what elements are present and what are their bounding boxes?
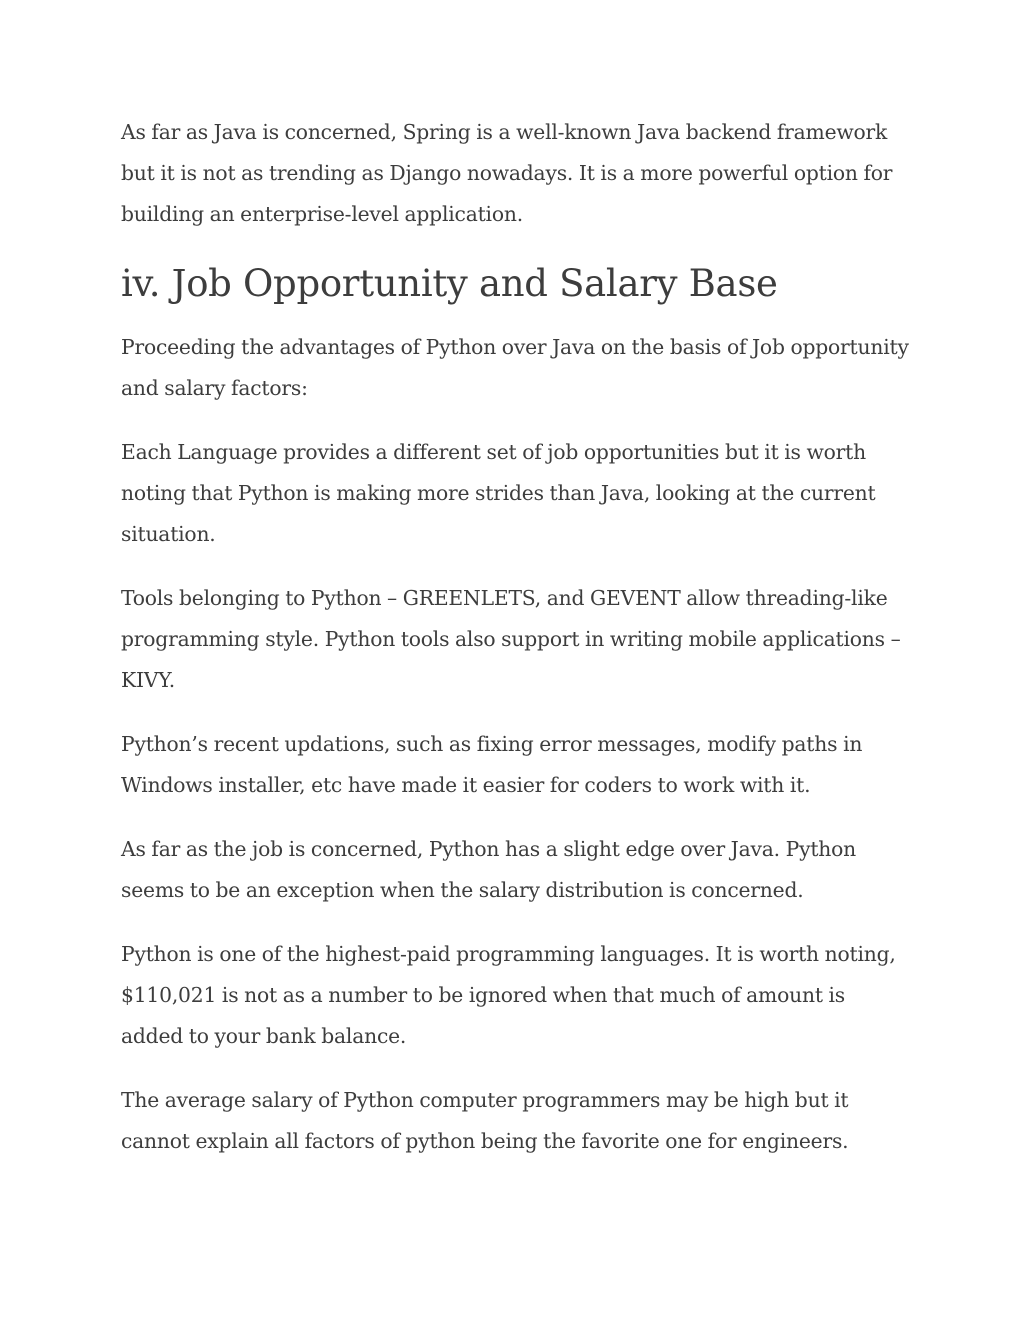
paragraph-job-edge: As far as the job is concerned, Python has a slight edge over Java. Python seems to be an exception when the salary distribution is concerned. — [121, 837, 857, 902]
paragraph-job-opportunities: Each Language provides a different set of job opportunities but it is worth noting that Python is making more strides than Java, looking at the current situation. — [121, 440, 876, 546]
paragraph-average-salary: The average salary of Python computer programmers may be high but it cannot explain all factors of python being the favorite one for engineers. — [121, 1088, 849, 1153]
paragraph-recent-updations: Python’s recent updations, such as fixing error messages, modify paths in Windows installer, etc have made it easier for coders to work with it. — [121, 732, 863, 797]
intro-paragraph: As far as Java is concerned, Spring is a well-known Java backend framework but it is not as trending as Django nowadays. It is a more powerful option for building an enterprise-level application. — [121, 120, 893, 226]
paragraph-python-tools: Tools belonging to Python – GREENLETS, and GEVENT allow threading-like programming style. Python tools also support in writing mobile applications – KIVY. — [121, 586, 901, 692]
paragraph-highest-paid: Python is one of the highest-paid programming languages. It is worth noting, $110,021 is not as a number to be ignored when that much of amount is added to your bank balance. — [121, 942, 896, 1048]
document-page — [121, 112, 911, 1185]
section-heading: iv. Job Opportunity and Salary Base — [121, 262, 778, 305]
paragraph-job-opportunity-intro: Proceeding the advantages of Python over Java on the basis of Job opportunity and salary factors: — [121, 335, 909, 400]
